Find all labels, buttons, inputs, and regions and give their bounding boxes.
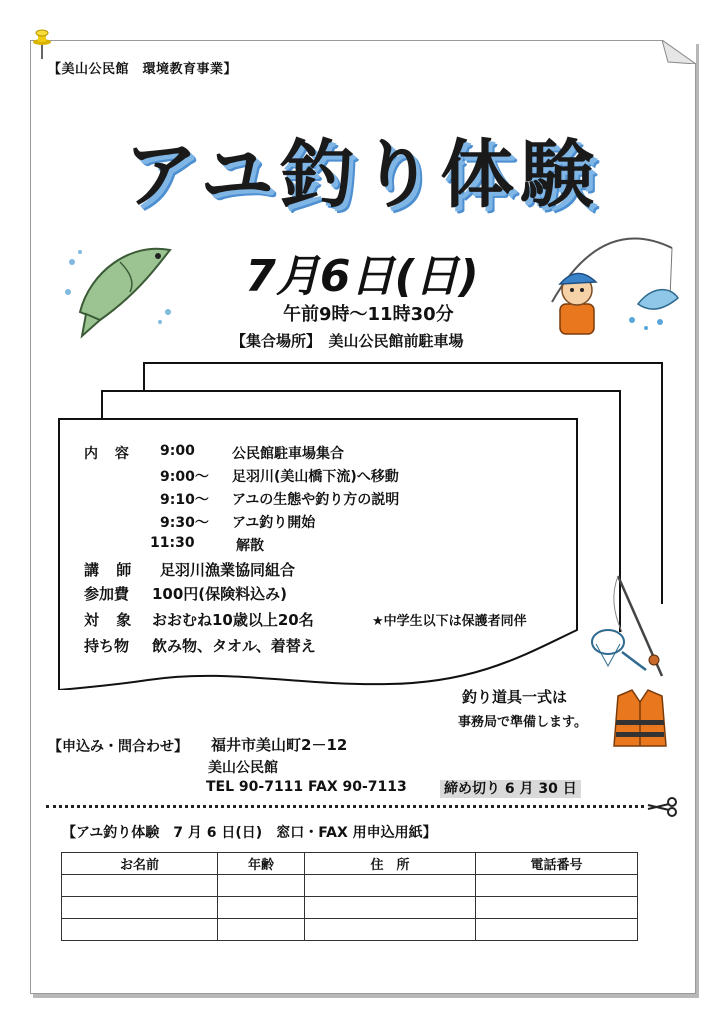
pushpin-icon bbox=[31, 28, 53, 60]
address-cell[interactable] bbox=[305, 919, 476, 941]
age-cell[interactable] bbox=[218, 897, 305, 919]
table-row bbox=[62, 919, 638, 941]
form-title: 【アユ釣り体験 7 月 6 日(日) 窓口・FAX 用申込用紙】 bbox=[62, 825, 437, 841]
header-age: 年齢 bbox=[218, 853, 305, 875]
name-cell[interactable] bbox=[62, 897, 218, 919]
header-phone: 電話番号 bbox=[476, 853, 638, 875]
schedule-time-4: 9:30～ bbox=[160, 515, 209, 531]
table-row bbox=[62, 897, 638, 919]
target-label: 対 象 bbox=[84, 611, 138, 629]
schedule-text-1: 公民館駐車場集合 bbox=[232, 446, 344, 462]
table-row bbox=[62, 875, 638, 897]
target-value: おおむね10歳以上20名 bbox=[152, 611, 314, 629]
organizer-header: 【美山公民館 環境教育事業】 bbox=[48, 62, 238, 77]
instructor-label: 講 師 bbox=[84, 561, 138, 579]
life-vest-illustration bbox=[610, 686, 670, 750]
application-contact: TEL 90-7111 FAX 90-7113 bbox=[206, 779, 407, 795]
equipment-note-line1: 釣り道具一式は bbox=[462, 688, 568, 706]
schedule-time-1: 9:00 bbox=[160, 443, 195, 459]
deadline-badge: 締め切り 6 月 30 日 bbox=[440, 780, 581, 798]
address-cell[interactable] bbox=[305, 875, 476, 897]
application-label: 【申込み・問合わせ】 bbox=[48, 739, 188, 755]
schedule-text-5: 解散 bbox=[236, 538, 264, 554]
items-value: 飲み物、タオル、着替え bbox=[152, 637, 316, 655]
phone-cell[interactable] bbox=[476, 919, 638, 941]
fee-value: 100円(保険料込み) bbox=[152, 585, 288, 603]
schedule-text-2: 足羽川(美山橋下流)へ移動 bbox=[232, 469, 399, 485]
application-org: 美山公民館 bbox=[208, 760, 278, 776]
target-note: ★中学生以下は保護者同伴 bbox=[372, 614, 527, 629]
content-label: 内 容 bbox=[84, 446, 135, 462]
application-address: 福井市美山町2－12 bbox=[211, 736, 348, 754]
page-title: アユ釣り体験 bbox=[123, 132, 601, 218]
meeting-place: 【集合場所】 美山公民館前駐車場 bbox=[231, 332, 464, 350]
items-label: 持ち物 bbox=[84, 637, 130, 655]
rod-and-net-illustration bbox=[588, 572, 680, 682]
instructor-value: 足羽川漁業協同組合 bbox=[160, 561, 296, 579]
folded-corner-icon bbox=[662, 40, 696, 64]
event-date: 7月6日(日) bbox=[245, 251, 479, 302]
schedule-time-2: 9:00～ bbox=[160, 469, 209, 485]
header-address: 住 所 bbox=[305, 853, 476, 875]
table-header-row bbox=[62, 853, 638, 875]
application-form-table bbox=[61, 852, 638, 941]
phone-cell[interactable] bbox=[476, 875, 638, 897]
schedule-text-3: アユの生態や釣り方の説明 bbox=[232, 492, 400, 508]
fee-label: 参加費 bbox=[84, 585, 130, 603]
phone-cell[interactable] bbox=[476, 897, 638, 919]
schedule-time-3: 9:10～ bbox=[160, 492, 209, 508]
age-cell[interactable] bbox=[218, 875, 305, 897]
equipment-note-line2: 事務局で準備します。 bbox=[458, 715, 587, 730]
address-cell[interactable] bbox=[305, 897, 476, 919]
cut-line bbox=[46, 805, 644, 808]
scissors-icon bbox=[646, 796, 680, 818]
schedule-text-4: アユ釣り開始 bbox=[232, 515, 316, 531]
header-name: お名前 bbox=[62, 853, 218, 875]
schedule-time-5: 11:30 bbox=[150, 535, 195, 551]
name-cell[interactable] bbox=[62, 875, 218, 897]
age-cell[interactable] bbox=[218, 919, 305, 941]
name-cell[interactable] bbox=[62, 919, 218, 941]
event-time: 午前9時～11時30分 bbox=[283, 304, 454, 325]
